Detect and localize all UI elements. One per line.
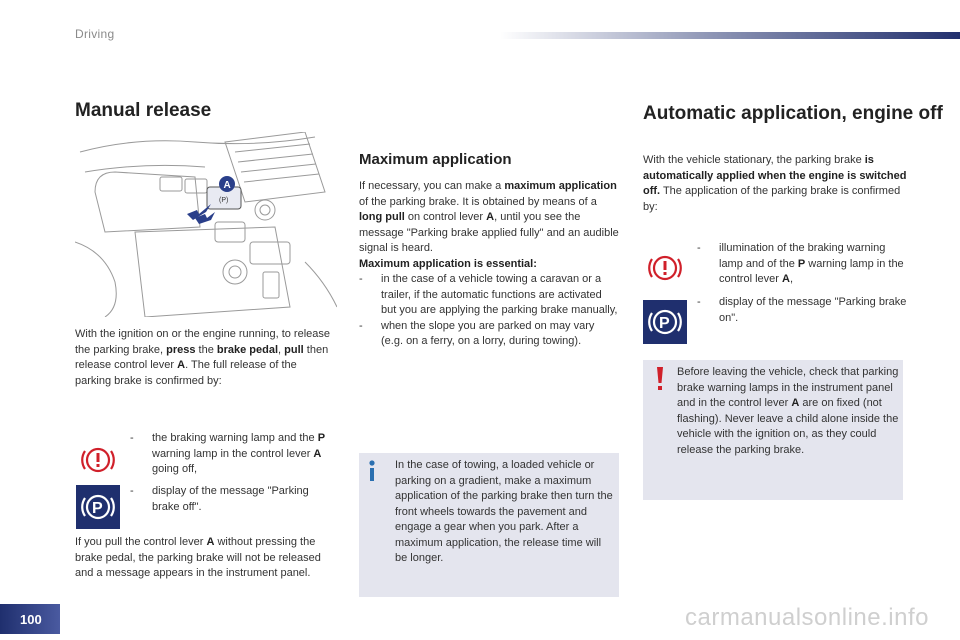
manual-release-note: If you pull the control lever A without pressing the brake pedal, the parking brake will not be released and a message appears in the instrument panel. (75, 536, 321, 579)
essential-heading: Maximum application is essential: (359, 257, 537, 270)
lever-callout-label: A (223, 180, 231, 191)
automatic-application-title: Automatic application, engine off (643, 103, 943, 124)
svg-text:P: P (92, 500, 103, 517)
parking-p-icon-right (643, 300, 687, 344)
svg-text:(P): (P) (219, 197, 229, 204)
brake-warning-icon-right (643, 246, 687, 290)
warning-box (643, 360, 903, 500)
info-box-text: In the case of towing, a loaded vehicle or parking on a gradient, make a maximum application of the parking brake then turn the front wheels towards the pavement and engage a gear when you park. After a maximum application, the release time will be longer. (395, 459, 613, 564)
brake-warning-icon (76, 438, 120, 482)
essential-bullet-2: - when the slope you are parked on may vary (e.g. on a ferry, on a lorry, during towing). (359, 319, 595, 347)
control-lever-illustration (75, 132, 337, 317)
auto-bullet-2: - display of the message "Parking brake on". (697, 296, 907, 324)
page-number: 100 (20, 612, 42, 627)
parking-p-icon (76, 485, 120, 529)
manual-release-paragraph: With the ignition on or the engine running, to release the parking brake, press the brake pedal, pull then release control lever A. The full release of the parking brake is confirmed by: (75, 328, 330, 387)
header-bar (500, 32, 960, 39)
maximum-application-paragraph: If necessary, you can make a maximum application of the parking brake. It is obtained by means of a long pull on control lever A, until you see the message "Parking brake applied fully" and an audible signal is heard. (359, 180, 619, 254)
section-label: Driving (75, 27, 115, 41)
auto-bullet-1: - illumination of the braking warning lamp and of the P warning lamp in the control lever A, (697, 242, 904, 285)
maximum-application-title: Maximum application (359, 151, 512, 168)
svg-text:P: P (659, 315, 670, 332)
info-icon (365, 459, 379, 483)
manual-bullet-1: - the braking warning lamp and the P warning lamp in the control lever A going off, (130, 432, 326, 475)
exclamation-icon (653, 366, 667, 392)
automatic-application-paragraph: With the vehicle stationary, the parking brake is automatically applied when the engine is switched off. The application of the parking brake is confirmed by: (643, 154, 907, 213)
essential-bullet-1: - in the case of a vehicle towing a caravan or a trailer, if the automatic functions are activated but you are applying the parking brake manually, (359, 273, 618, 316)
manual-release-title: Manual release (75, 100, 212, 121)
maximum-application-section (359, 179, 619, 350)
info-box (359, 453, 619, 597)
manual-bullet-2: - display of the message "Parking brake off". (130, 485, 309, 513)
warning-box-text: Before leaving the vehicle, check that parking brake warning lamps in the instrument panel and in the control lever A are on fixed (not flashing). Never leave a child alone inside the vehicle with the ignition on, as they could release the parking brake. (677, 366, 899, 456)
watermark: carmanualsonline.info (685, 604, 929, 631)
